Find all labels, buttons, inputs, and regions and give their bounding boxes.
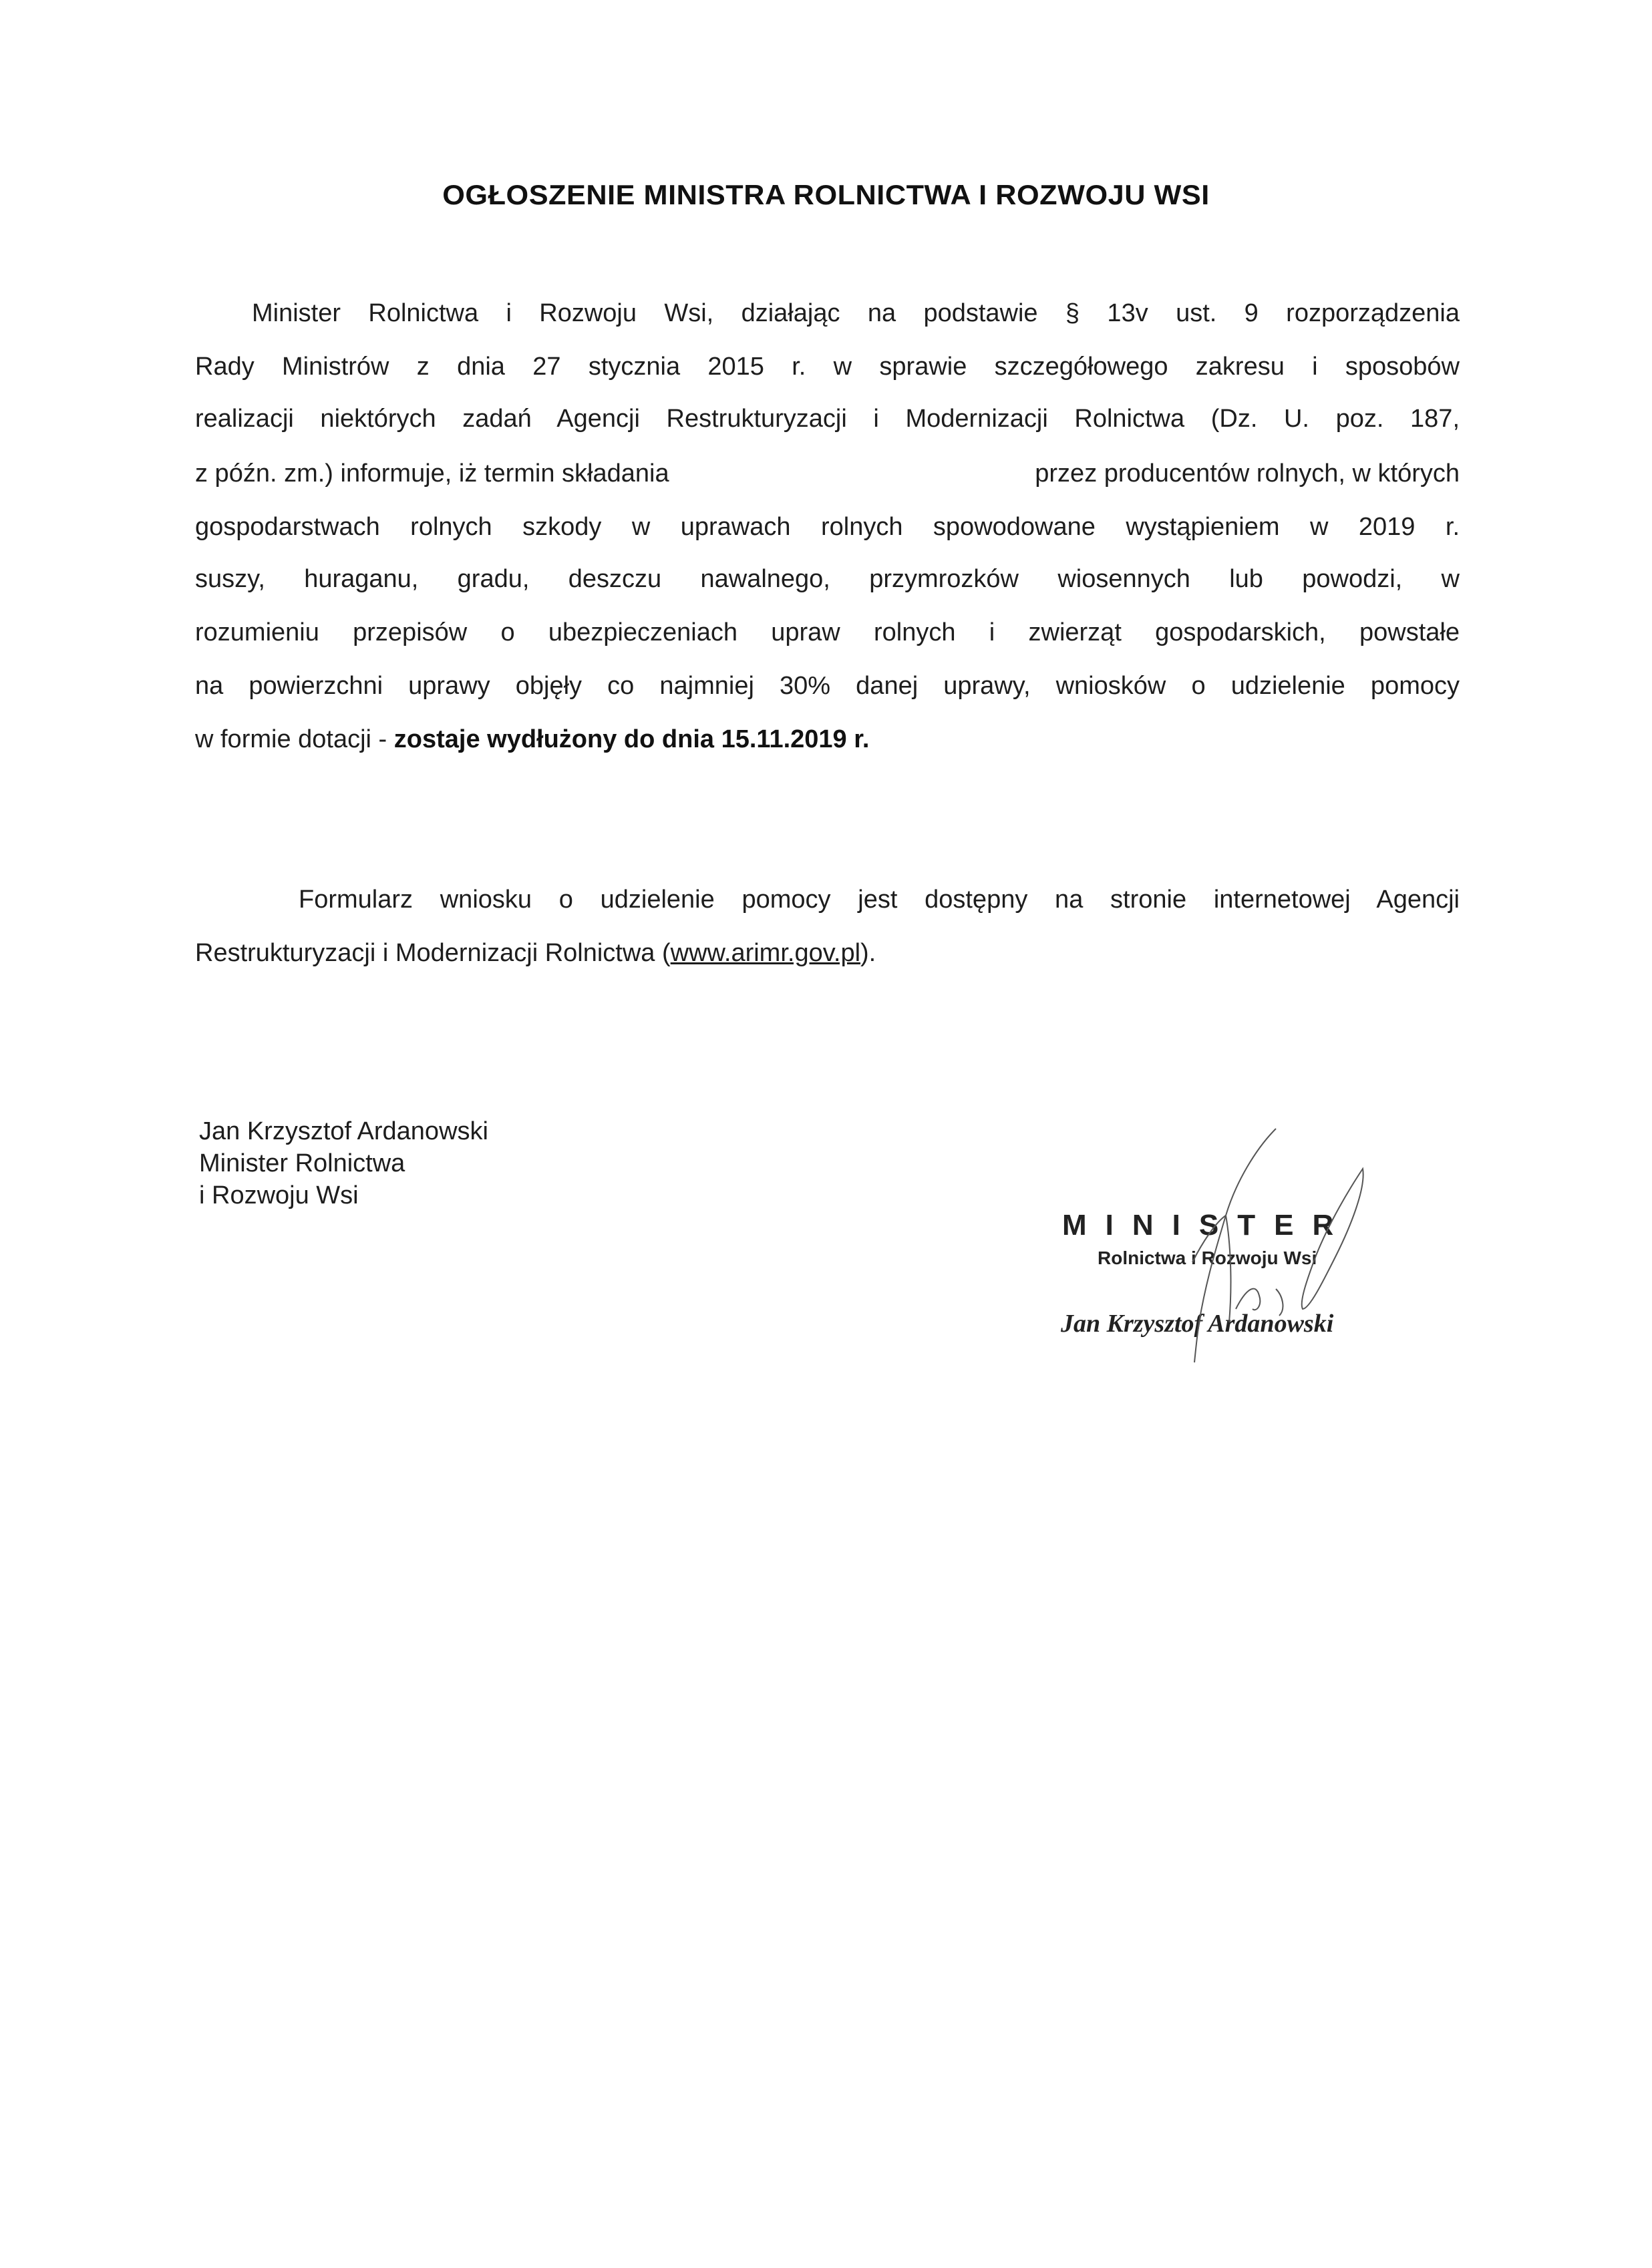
deadline-extension-text: zostaje wydłużony do dnia 15.11.2019 r.	[393, 725, 870, 753]
paragraph-line	[195, 725, 1460, 754]
paragraph-line-text: Restrukturyzacji i Modernizacji Rolnictwa (	[195, 939, 671, 967]
paragraph-line: Rady Ministrów z dnia 27 stycznia 2015 r. w sprawie szczegółowego zakresu i sposobów	[195, 353, 1460, 381]
signatory-role: Minister Rolnictwa	[199, 1149, 405, 1177]
paragraph-line-end: przez producentów rolnych, w których	[1035, 459, 1460, 488]
paragraph-line: na powierzchni uprawy objęły co najmniej 30% danej uprawy, wniosków o udzielenie pomocy	[195, 672, 1460, 700]
stamp-name: Jan Krzysztof Ardanowski	[1061, 1310, 1334, 1338]
stamp-subtitle: Rolnictwa i Rozwoju Wsi	[1098, 1248, 1317, 1268]
signatory-name: Jan Krzysztof Ardanowski	[199, 1117, 488, 1145]
paragraph-line: suszy, huraganu, gradu, deszczu nawalnego, przymrozków wiosennych lub powodzi, w	[195, 565, 1460, 593]
paragraph-line: rozumieniu przepisów o ubezpieczeniach upraw rolnych i zwierząt gospodarskich, powstałe	[195, 618, 1460, 646]
paragraph-line: Minister Rolnictwa i Rozwoju Wsi, działając na podstawie § 13v ust. 9 rozporządzenia	[252, 299, 1460, 327]
paragraph-line-text: ).	[860, 939, 876, 967]
stamp-title: MINISTER	[1062, 1209, 1353, 1242]
paragraph-line-start: z późn. zm.) informuje, iż termin składania	[195, 459, 669, 488]
paragraph-line	[195, 938, 1460, 968]
document-title: OGŁOSZENIE MINISTRA ROLNICTWA I ROZWOJU WSI	[442, 179, 1210, 210]
arimr-website-link[interactable]: www.arimr.gov.pl	[670, 939, 861, 967]
paragraph-line: Formularz wniosku o udzielenie pomocy jest dostępny na stronie internetowej Agencji	[299, 886, 1460, 914]
handwritten-signature-icon	[1055, 1109, 1430, 1389]
signatory-role: i Rozwoju Wsi	[199, 1181, 359, 1209]
signatory-block	[199, 1115, 488, 1211]
paragraph-line: gospodarstwach rolnych szkody w uprawach rolnych spowodowane wystąpieniem w 2019 r.	[195, 513, 1460, 541]
official-stamp	[1055, 1109, 1430, 1389]
paragraph-line-text: w formie dotacji -	[195, 725, 394, 753]
paragraph-line: realizacji niektórych zadań Agencji Restrukturyzacji i Modernizacji Rolnictwa (Dz. U. poz. 187,	[195, 405, 1460, 433]
